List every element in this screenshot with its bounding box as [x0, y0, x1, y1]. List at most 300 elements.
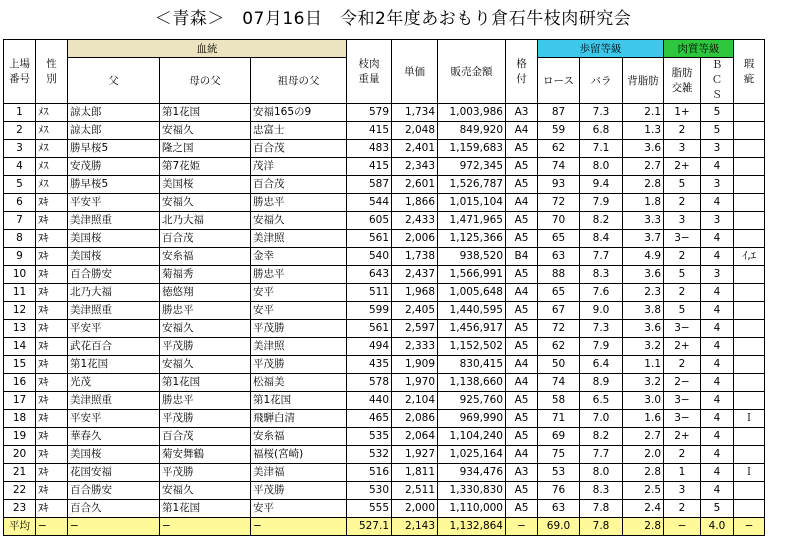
table-cell: 11: [4, 284, 36, 302]
average-row: [4, 518, 765, 536]
table-row: [4, 284, 765, 302]
table-cell: 16: [4, 374, 36, 392]
table-cell: 百合勝安: [68, 266, 160, 284]
table-cell: 415: [347, 122, 392, 140]
table-cell: 2+: [664, 428, 701, 446]
table-cell: 2,333: [392, 338, 438, 356]
table-cell: 75: [538, 446, 580, 464]
table-cell: 8.9: [580, 374, 623, 392]
table-cell: 2.0: [623, 446, 664, 464]
table-cell: Ｉ: [734, 410, 765, 428]
table-cell: 3: [701, 266, 734, 284]
table-cell: 4.9: [623, 248, 664, 266]
table-cell: 1,015,104: [438, 194, 506, 212]
table-cell: 安平: [251, 302, 347, 320]
average-cell: −: [251, 518, 347, 536]
table-cell: 8.2: [580, 212, 623, 230]
table-cell: 3.3: [623, 212, 664, 230]
table-cell: 安平: [251, 500, 347, 518]
table-cell: ｲ,ｴ: [734, 248, 765, 266]
table-cell: 諒太郎: [68, 104, 160, 122]
header-loin: ロース: [538, 58, 580, 104]
average-cell: 1,132,864: [438, 518, 506, 536]
table-cell: ﾇｷ: [36, 356, 68, 374]
table-cell: 93: [538, 176, 580, 194]
table-cell: 63: [538, 500, 580, 518]
table-cell: 561: [347, 230, 392, 248]
table-cell: 71: [538, 410, 580, 428]
table-cell: 4: [701, 338, 734, 356]
table-cell: 2: [664, 122, 701, 140]
table-cell: 2.8: [623, 176, 664, 194]
table-cell: 4: [701, 194, 734, 212]
average-cell: −: [664, 518, 701, 536]
table-cell: 2,433: [392, 212, 438, 230]
table-cell: 3.6: [623, 320, 664, 338]
table-cell: [734, 194, 765, 212]
table-cell: 7.7: [580, 446, 623, 464]
table-cell: 938,520: [438, 248, 506, 266]
table-cell: 494: [347, 338, 392, 356]
table-cell: 美津照重: [68, 392, 160, 410]
table-cell: 4: [701, 428, 734, 446]
table-cell: 87: [538, 104, 580, 122]
table-cell: 4: [701, 374, 734, 392]
table-row: [4, 446, 765, 464]
table-cell: 安平: [251, 284, 347, 302]
table-cell: 美国桜: [68, 230, 160, 248]
table-cell: 2.4: [623, 500, 664, 518]
header-maternal-grandfather: 母の父: [160, 58, 251, 104]
table-cell: 7.3: [580, 104, 623, 122]
table-cell: 10: [4, 266, 36, 284]
table-cell: 532: [347, 446, 392, 464]
table-cell: 平安平: [68, 320, 160, 338]
header-defect: 瑕 疵: [734, 40, 765, 104]
table-cell: ﾇｷ: [36, 392, 68, 410]
table-cell: 643: [347, 266, 392, 284]
table-row: [4, 374, 765, 392]
table-cell: [734, 104, 765, 122]
table-cell: 65: [538, 230, 580, 248]
table-cell: 7: [4, 212, 36, 230]
table-cell: Ｉ: [734, 464, 765, 482]
table-cell: 3: [664, 212, 701, 230]
table-cell: 8.3: [580, 482, 623, 500]
table-cell: 3.0: [623, 392, 664, 410]
table-cell: 5: [664, 266, 701, 284]
table-cell: A4: [506, 356, 538, 374]
header-sale-amount: 販売金額: [438, 40, 506, 104]
table-cell: [734, 392, 765, 410]
table-cell: 9: [4, 248, 36, 266]
table-row: [4, 194, 765, 212]
table-cell: 諒太郎: [68, 122, 160, 140]
table-cell: 8.2: [580, 428, 623, 446]
table-cell: 12: [4, 302, 36, 320]
table-cell: 勝忠平: [251, 266, 347, 284]
table-cell: 561: [347, 320, 392, 338]
table-cell: 1,927: [392, 446, 438, 464]
table-cell: 2,401: [392, 140, 438, 158]
table-cell: A5: [506, 482, 538, 500]
table-cell: 2,086: [392, 410, 438, 428]
table-cell: 1,968: [392, 284, 438, 302]
table-cell: 50: [538, 356, 580, 374]
table-cell: 579: [347, 104, 392, 122]
table-cell: ﾇｷ: [36, 374, 68, 392]
table-cell: 415: [347, 158, 392, 176]
table-cell: 969,990: [438, 410, 506, 428]
table-cell: 6.4: [580, 356, 623, 374]
table-cell: A5: [506, 302, 538, 320]
table-cell: 3: [701, 140, 734, 158]
table-cell: 3.8: [623, 302, 664, 320]
average-cell: 7.8: [580, 518, 623, 536]
table-cell: [734, 374, 765, 392]
table-cell: 2+: [664, 158, 701, 176]
table-cell: 540: [347, 248, 392, 266]
header-father: 父: [68, 58, 160, 104]
table-cell: 6: [4, 194, 36, 212]
table-cell: 華春久: [68, 428, 160, 446]
table-cell: 2,405: [392, 302, 438, 320]
table-cell: 安茂勝: [68, 158, 160, 176]
table-cell: 安糸福: [251, 428, 347, 446]
table-cell: ﾇｷ: [36, 284, 68, 302]
table-body: [4, 104, 765, 536]
table-cell: 勝早桜5: [68, 140, 160, 158]
table-cell: ﾇｷ: [36, 230, 68, 248]
table-cell: 7.7: [580, 248, 623, 266]
table-cell: 美津照重: [68, 212, 160, 230]
table-cell: 8.3: [580, 266, 623, 284]
table-cell: [734, 212, 765, 230]
header-marbling: 脂肪 交雑: [664, 58, 701, 104]
table-cell: 美国桜: [160, 176, 251, 194]
table-cell: 1,471,965: [438, 212, 506, 230]
table-cell: 武花百合: [68, 338, 160, 356]
table-cell: 3: [664, 140, 701, 158]
table-cell: 3−: [664, 392, 701, 410]
average-cell: 69.0: [538, 518, 580, 536]
table-cell: 511: [347, 284, 392, 302]
table-cell: 7.0: [580, 410, 623, 428]
table-cell: 1,970: [392, 374, 438, 392]
table-cell: [734, 230, 765, 248]
average-cell: 平均: [4, 518, 36, 536]
table-cell: B4: [506, 248, 538, 266]
table-cell: 53: [538, 464, 580, 482]
table-cell: 7.8: [580, 500, 623, 518]
table-cell: 2,343: [392, 158, 438, 176]
table-cell: 830,415: [438, 356, 506, 374]
table-cell: 勝忠平: [160, 392, 251, 410]
table-cell: 4: [701, 446, 734, 464]
table-cell: A4: [506, 284, 538, 302]
header-yield-grade: 歩留等級: [538, 40, 664, 58]
table-cell: 3.6: [623, 140, 664, 158]
table-cell: 2,437: [392, 266, 438, 284]
table-cell: 4: [701, 464, 734, 482]
table-cell: 483: [347, 140, 392, 158]
table-cell: 62: [538, 338, 580, 356]
table-cell: 1,734: [392, 104, 438, 122]
table-cell: 465: [347, 410, 392, 428]
table-cell: [734, 338, 765, 356]
table-cell: 516: [347, 464, 392, 482]
table-cell: ﾇｷ: [36, 194, 68, 212]
table-cell: 578: [347, 374, 392, 392]
average-cell: −: [506, 518, 538, 536]
table-cell: 百合茂: [251, 176, 347, 194]
table-cell: 2.3: [623, 284, 664, 302]
header-grade: 格 付: [506, 40, 538, 104]
table-cell: 安福久: [160, 320, 251, 338]
table-cell: A4: [506, 374, 538, 392]
table-row: [4, 320, 765, 338]
table-cell: A5: [506, 140, 538, 158]
table-cell: 百合茂: [160, 230, 251, 248]
table-cell: 4: [701, 230, 734, 248]
table-cell: 4: [701, 284, 734, 302]
table-cell: 3.2: [623, 338, 664, 356]
header-maternal-great-grandfather: 祖母の父: [251, 58, 347, 104]
table-cell: A4: [506, 194, 538, 212]
table-cell: 1,110,000: [438, 500, 506, 518]
table-cell: 1+: [664, 104, 701, 122]
table-cell: 3.6: [623, 266, 664, 284]
table-cell: [734, 500, 765, 518]
table-cell: 2+: [664, 338, 701, 356]
table-cell: 934,476: [438, 464, 506, 482]
table-cell: 1,005,648: [438, 284, 506, 302]
table-cell: 587: [347, 176, 392, 194]
table-cell: ﾒｽ: [36, 122, 68, 140]
table-cell: 第7花姫: [160, 158, 251, 176]
table-cell: 安福久: [160, 482, 251, 500]
table-cell: 1,003,986: [438, 104, 506, 122]
table-row: [4, 104, 765, 122]
table-cell: 勝忠平: [251, 194, 347, 212]
table-cell: 3: [664, 482, 701, 500]
table-cell: 605: [347, 212, 392, 230]
table-cell: [734, 176, 765, 194]
table-cell: ﾇｷ: [36, 446, 68, 464]
header-unit-price: 単価: [392, 40, 438, 104]
table-cell: 7.3: [580, 320, 623, 338]
table-cell: 6.5: [580, 392, 623, 410]
table-cell: 美国桜: [68, 446, 160, 464]
table-cell: A5: [506, 212, 538, 230]
table-row: [4, 338, 765, 356]
table-cell: 1,025,164: [438, 446, 506, 464]
table-cell: ﾇｷ: [36, 482, 68, 500]
header-carcass-weight: 枝肉 重量: [347, 40, 392, 104]
table-row: [4, 176, 765, 194]
table-cell: 70: [538, 212, 580, 230]
table-cell: ﾇｷ: [36, 320, 68, 338]
table-cell: 9.0: [580, 302, 623, 320]
table-cell: 平茂勝: [251, 320, 347, 338]
table-cell: 5: [701, 122, 734, 140]
table-cell: 74: [538, 374, 580, 392]
table-cell: 安糸福: [160, 248, 251, 266]
table-cell: 72: [538, 320, 580, 338]
table-cell: ﾇｷ: [36, 338, 68, 356]
table-cell: 1: [4, 104, 36, 122]
table-cell: 菊安舞鶴: [160, 446, 251, 464]
table-cell: 2: [4, 122, 36, 140]
table-cell: 2,511: [392, 482, 438, 500]
table-cell: 23: [4, 500, 36, 518]
table-cell: 8: [4, 230, 36, 248]
table-cell: 1,566,991: [438, 266, 506, 284]
table-cell: 2,601: [392, 176, 438, 194]
table-cell: A5: [506, 230, 538, 248]
table-cell: 925,760: [438, 392, 506, 410]
table-cell: 8.4: [580, 230, 623, 248]
table-row: [4, 158, 765, 176]
table-cell: 6.8: [580, 122, 623, 140]
table-cell: 1,440,595: [438, 302, 506, 320]
table-cell: 63: [538, 248, 580, 266]
table-cell: [734, 284, 765, 302]
table-cell: [734, 356, 765, 374]
average-cell: 527.1: [347, 518, 392, 536]
table-cell: 2,048: [392, 122, 438, 140]
table-cell: 2: [664, 446, 701, 464]
table-cell: 4: [701, 356, 734, 374]
table-cell: 2: [664, 248, 701, 266]
table-cell: A5: [506, 500, 538, 518]
table-cell: 88: [538, 266, 580, 284]
table-cell: 76: [538, 482, 580, 500]
table-cell: 2,597: [392, 320, 438, 338]
table-cell: 茂洋: [251, 158, 347, 176]
table-cell: 1,456,917: [438, 320, 506, 338]
table-cell: 2.7: [623, 158, 664, 176]
table-cell: 2: [664, 284, 701, 302]
table-cell: 4: [701, 248, 734, 266]
table-cell: ﾇｷ: [36, 302, 68, 320]
average-cell: 2.8: [623, 518, 664, 536]
table-cell: 平茂勝: [251, 356, 347, 374]
page-title: ＜青森＞ 07月16日 令和2年度あおもり倉石牛枝肉研究会: [154, 9, 632, 29]
table-cell: 第1花国: [251, 392, 347, 410]
table-cell: A5: [506, 320, 538, 338]
table-row: [4, 392, 765, 410]
table-cell: 松福美: [251, 374, 347, 392]
table-cell: 安福久: [160, 194, 251, 212]
table-cell: 5: [701, 104, 734, 122]
table-cell: [734, 428, 765, 446]
table-cell: 22: [4, 482, 36, 500]
average-cell: −: [68, 518, 160, 536]
header-sex: 性 別: [36, 40, 68, 104]
table-row: [4, 266, 765, 284]
table-cell: 1: [664, 464, 701, 482]
table-cell: [734, 320, 765, 338]
table-cell: 1,811: [392, 464, 438, 482]
table-cell: 21: [4, 464, 36, 482]
header-back-fat: 背脂肪: [623, 58, 664, 104]
average-cell: 2,143: [392, 518, 438, 536]
table-cell: 隆之国: [160, 140, 251, 158]
auction-results-table: [3, 39, 765, 536]
table-cell: 菊福秀: [160, 266, 251, 284]
table-cell: 安福久: [160, 122, 251, 140]
average-cell: −: [160, 518, 251, 536]
table-cell: [734, 482, 765, 500]
table-cell: 第1花国: [160, 500, 251, 518]
table-cell: 北乃大福: [68, 284, 160, 302]
table-cell: 72: [538, 194, 580, 212]
table-cell: ﾇｷ: [36, 266, 68, 284]
table-cell: A5: [506, 392, 538, 410]
table-cell: 美国桜: [68, 248, 160, 266]
table-cell: A5: [506, 428, 538, 446]
table-cell: 安福久: [160, 356, 251, 374]
table-cell: 2.8: [623, 464, 664, 482]
table-row: [4, 248, 765, 266]
table-cell: 1.8: [623, 194, 664, 212]
table-cell: 美津照: [251, 230, 347, 248]
table-cell: 2,000: [392, 500, 438, 518]
table-cell: 1,866: [392, 194, 438, 212]
table-cell: 忠富士: [251, 122, 347, 140]
table-cell: 平茂勝: [160, 338, 251, 356]
table-row: [4, 230, 765, 248]
table-cell: 勝忠平: [160, 302, 251, 320]
header-bcs: Ｂ Ｃ Ｓ: [701, 58, 734, 104]
table-row: [4, 212, 765, 230]
table-row: [4, 464, 765, 482]
table-cell: ﾒｽ: [36, 140, 68, 158]
table-cell: 599: [347, 302, 392, 320]
table-cell: 1,152,502: [438, 338, 506, 356]
table-cell: 1,104,240: [438, 428, 506, 446]
table-cell: 安福165の9: [251, 104, 347, 122]
table-cell: ﾇｷ: [36, 212, 68, 230]
table-cell: 58: [538, 392, 580, 410]
table-row: [4, 410, 765, 428]
table-row: [4, 302, 765, 320]
table-cell: 14: [4, 338, 36, 356]
table-cell: 百合久: [68, 500, 160, 518]
table-cell: 18: [4, 410, 36, 428]
table-cell: 百合茂: [251, 140, 347, 158]
table-cell: 3−: [664, 410, 701, 428]
table-cell: 勝早桜5: [68, 176, 160, 194]
table-cell: 百合茂: [160, 428, 251, 446]
table-cell: [734, 446, 765, 464]
table-cell: 1.3: [623, 122, 664, 140]
table-cell: [734, 302, 765, 320]
table-cell: 2,064: [392, 428, 438, 446]
table-cell: 555: [347, 500, 392, 518]
table-cell: 北乃大福: [160, 212, 251, 230]
table-cell: 美津福: [251, 464, 347, 482]
table-cell: 3: [4, 140, 36, 158]
table-cell: 7.6: [580, 284, 623, 302]
table-cell: 美津照: [251, 338, 347, 356]
table-cell: 1,738: [392, 248, 438, 266]
table-cell: A4: [506, 446, 538, 464]
table-cell: 2: [664, 356, 701, 374]
table-cell: ﾒｽ: [36, 158, 68, 176]
table-cell: 544: [347, 194, 392, 212]
